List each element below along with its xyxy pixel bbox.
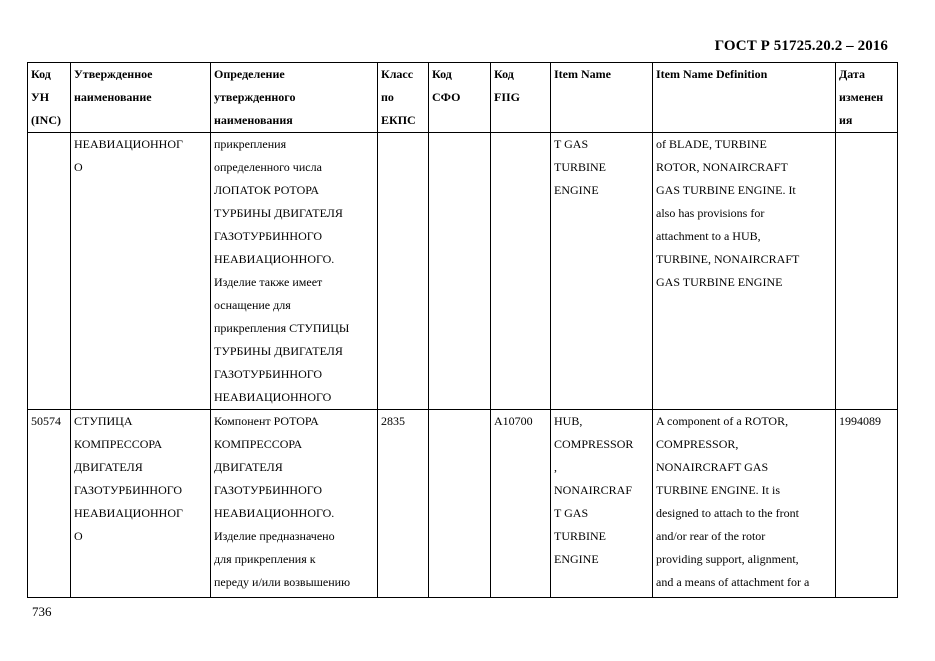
cell-fiig: A10700	[491, 410, 551, 598]
cell-approved-name: СТУПИЦА КОМПРЕССОРА ДВИГАТЕЛЯ ГАЗОТУРБИННОГО НЕАВИАЦИОННОГ О	[71, 410, 211, 598]
cell-sfo	[429, 133, 491, 410]
item-name-table	[27, 62, 898, 598]
cell-item-definition: of BLADE, TURBINE ROTOR, NONAIRCRAFT GAS TURBINE ENGINE. It also has provisions for attachment to a HUB, TURBINE, NONAIRCRAFT GAS TURBINE ENGINE	[653, 133, 836, 410]
cell-item-name: T GAS TURBINE ENGINE	[551, 133, 653, 410]
cell-inc	[28, 133, 71, 410]
cell-inc: 50574	[28, 410, 71, 598]
cell-date	[836, 133, 898, 410]
cell-item-definition: A component of a ROTOR, COMPRESSOR, NONAIRCRAFT GAS TURBINE ENGINE. It is designed to attach to the front and/or rear of the rotor providing support, alignment, and a means of attachment for a	[653, 410, 836, 598]
header-item-definition: Item Name Definition	[653, 63, 836, 133]
header-approved-name: Утвержденное наименование	[71, 63, 211, 133]
table-row	[28, 133, 898, 410]
cell-date: 1994089	[836, 410, 898, 598]
table-row	[28, 410, 898, 598]
header-item-name: Item Name	[551, 63, 653, 133]
document-standard-header: ГОСТ Р 51725.20.2 – 2016	[714, 38, 888, 54]
cell-definition-ru: прикрепления определенного числа ЛОПАТОК РОТОРА ТУРБИНЫ ДВИГАТЕЛЯ ГАЗОТУРБИННОГО НЕАВИАЦИОННОГО. Изделие также имеет оснащение для прикрепления СТУПИЦЫ ТУРБИНЫ ДВИГАТЕЛЯ ГАЗОТУРБИННОГО НЕАВИАЦИОННОГО	[211, 133, 378, 410]
header-sfo-code: Код СФО	[429, 63, 491, 133]
header-fiig-code: Код FIIG	[491, 63, 551, 133]
page-number: 736	[32, 604, 52, 619]
cell-approved-name: НЕАВИАЦИОННОГ О	[71, 133, 211, 410]
header-change-date: Дата изменен ия	[836, 63, 898, 133]
cell-class: 2835	[378, 410, 429, 598]
header-definition: Определение утвержденного наименования	[211, 63, 378, 133]
table-header-row	[28, 63, 898, 133]
header-class: Класс по ЕКПС	[378, 63, 429, 133]
cell-item-name: HUB, COMPRESSOR , NONAIRCRAF T GAS TURBINE ENGINE	[551, 410, 653, 598]
cell-class	[378, 133, 429, 410]
header-inc: Код УН (INC)	[28, 63, 71, 133]
cell-sfo	[429, 410, 491, 598]
cell-fiig	[491, 133, 551, 410]
cell-definition-ru: Компонент РОТОРА КОМПРЕССОРА ДВИГАТЕЛЯ ГАЗОТУРБИННОГО НЕАВИАЦИОННОГО. Изделие предназначено для прикрепления к переду и/или возвышению	[211, 410, 378, 598]
